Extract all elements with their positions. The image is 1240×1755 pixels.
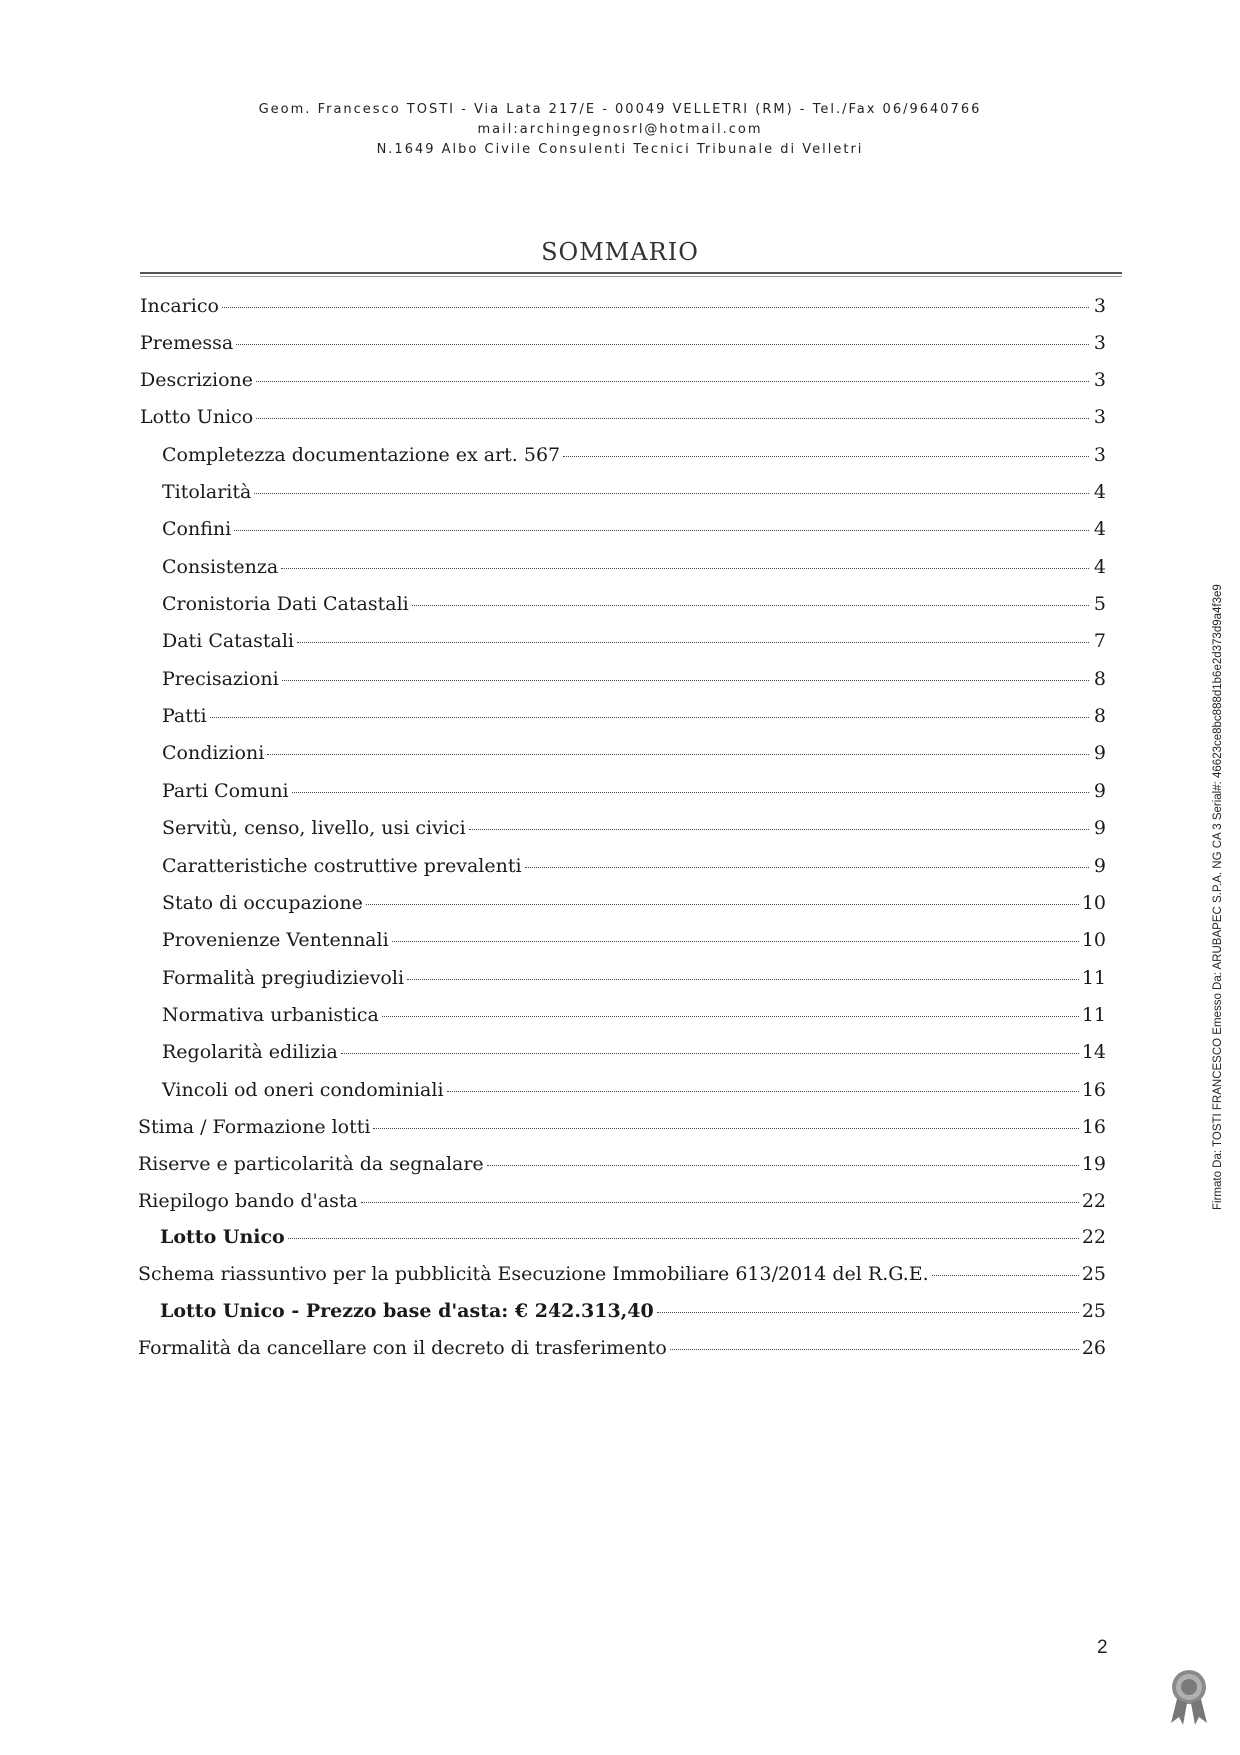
toc-entry[interactable] [162,668,1106,698]
toc-entry-label: Servitù, censo, livello, usi civici [162,817,466,839]
toc-entry[interactable] [162,780,1106,810]
toc-leader-dots [288,1238,1079,1239]
page-number: 2 [1097,1637,1108,1658]
toc-entry-page: 22 [1081,1226,1106,1248]
toc-entry[interactable] [162,855,1106,885]
toc-leader-dots [407,979,1079,980]
toc-entry-label: Vincoli od oneri condominiali [162,1079,444,1101]
toc-leader-dots [525,867,1089,868]
toc-entry-page: 5 [1093,593,1106,615]
toc-leader-dots [256,381,1089,382]
toc-entry-label: Incarico [140,295,219,317]
toc-entry-label: Stima / Formazione lotti [138,1116,371,1138]
toc-entry[interactable] [162,1079,1106,1109]
toc-entry-label: Precisazioni [162,668,279,690]
toc-entry[interactable] [162,518,1106,548]
toc-entry-label: Regolarità edilizia [162,1041,338,1063]
letterhead-registration: N.1649 Albo Civile Consulenti Tecnici Tribunale di Velletri [376,142,864,157]
toc-leader-dots [236,344,1089,345]
toc-entry-page: 22 [1081,1190,1106,1212]
toc-entry-label: Dati Catastali [162,630,295,652]
toc-entry[interactable] [140,332,1106,362]
toc-entry-label: Formalità pregiudizievoli [162,967,405,989]
toc-entry[interactable] [138,1190,1106,1220]
page-title: SOMMARIO [541,238,699,266]
toc-leader-dots [254,493,1089,494]
toc-entry[interactable] [162,742,1106,772]
toc-leader-dots [210,717,1089,718]
toc-entry[interactable] [140,369,1106,399]
toc-entry[interactable] [162,1041,1106,1071]
toc-leader-dots [292,792,1089,793]
toc-entry-page: 3 [1093,444,1106,466]
toc-leader-dots [373,1128,1078,1129]
toc-entry-label: Schema riassuntivo per la pubblicità Esecuzione Immobiliare 613/2014 del R.G.E. [138,1263,929,1285]
toc-entry-page: 3 [1093,295,1106,317]
toc-entry[interactable] [162,705,1106,735]
toc-entry-page: 3 [1093,406,1106,428]
toc-entry-label: Lotto Unico [140,406,254,428]
toc-entry-page: 11 [1081,1004,1106,1026]
toc-entry-label: Formalità da cancellare con il decreto di trasferimento [138,1337,667,1359]
toc-entry-label: Riepilogo bando d'asta [138,1190,358,1212]
toc-leader-dots [670,1349,1079,1350]
toc-entry-page: 11 [1081,967,1106,989]
toc-entry-label: Descrizione [140,369,254,391]
toc-entry-page: 7 [1093,630,1106,652]
toc-leader-dots [366,904,1079,905]
title-divider [140,272,1122,274]
toc-entry[interactable] [162,481,1106,511]
toc-leader-dots [487,1165,1079,1166]
toc-leader-dots [222,307,1089,308]
toc-entry[interactable] [162,630,1106,660]
toc-entry-page: 9 [1093,742,1106,764]
toc-leader-dots [256,418,1089,419]
toc-entry-label: Patti [162,705,207,727]
toc-entry-label: Caratteristiche costruttive prevalenti [162,855,522,877]
letterhead-address: Geom. Francesco TOSTI - Via Lata 217/E - 00049 VELLETRI (RM) - Tel./Fax 06/9640766 [258,102,982,117]
toc-entry-label: Premessa [140,332,234,354]
toc-leader-dots [361,1202,1079,1203]
toc-leader-dots [469,829,1089,830]
toc-leader-dots [267,754,1089,755]
toc-entry-page: 3 [1093,369,1106,391]
letterhead-email: mail:archingegnosrl@hotmail.com [477,122,763,137]
toc-entry-label: Lotto Unico - Prezzo base d'asta: € 242.313,40 [160,1300,654,1322]
letterhead [0,100,1240,160]
toc-entry[interactable] [138,1116,1106,1146]
toc-entry[interactable] [140,406,1106,436]
toc-entry-label: Normativa urbanistica [162,1004,379,1026]
title-divider-thin [140,276,1122,277]
toc-entry-page: 3 [1093,332,1106,354]
toc-leader-dots [382,1016,1079,1017]
toc-entry[interactable] [162,1004,1106,1034]
toc-entry-label: Lotto Unico [160,1226,285,1248]
toc-entry-label: Provenienze Ventennali [162,929,389,951]
toc-entry[interactable] [162,556,1106,586]
digital-signature-text: Firmato Da: TOSTI FRANCESCO Emesso Da: ARUBAPEC S.P.A. NG CA 3 Serial#: 46623ce8bc888d1b6e2d373d9a4f3e9 [1212,584,1224,1210]
toc-entry[interactable] [162,817,1106,847]
toc-leader-dots [234,530,1089,531]
toc-entry[interactable] [140,295,1106,325]
toc-entry-page: 4 [1093,481,1106,503]
toc-entry-label: Condizioni [162,742,265,764]
toc-entry-page: 4 [1093,518,1106,540]
toc-entry[interactable] [138,1337,1106,1367]
toc-leader-dots [657,1312,1079,1313]
toc-entry-page: 9 [1093,780,1106,802]
toc-leader-dots [297,642,1089,643]
toc-entry-page: 4 [1093,556,1106,578]
toc-leader-dots [392,941,1079,942]
toc-entry-page: 14 [1081,1041,1106,1063]
toc-entry-label: Stato di occupazione [162,892,363,914]
toc-entry-page: 10 [1081,892,1106,914]
toc-entry[interactable] [160,1300,1106,1330]
toc-entry[interactable] [162,892,1106,922]
toc-entry-label: Completezza documentazione ex art. 567 [162,444,561,466]
toc-entry-page: 26 [1081,1337,1106,1359]
toc-leader-dots [282,680,1089,681]
toc-entry-page: 9 [1093,855,1106,877]
toc-entry-label: Riserve e particolarità da segnalare [138,1153,484,1175]
toc-entry-page: 19 [1081,1153,1106,1175]
toc-entry[interactable] [162,593,1106,623]
toc-entry-page: 16 [1081,1079,1106,1101]
toc-entry-page: 25 [1081,1300,1106,1322]
toc-leader-dots [932,1275,1079,1276]
toc-entry[interactable] [138,1153,1106,1183]
toc-entry-page: 9 [1093,817,1106,839]
toc-entry-page: 16 [1081,1116,1106,1138]
toc-entry[interactable] [162,929,1106,959]
toc-entry-page: 8 [1093,668,1106,690]
toc-leader-dots [281,568,1089,569]
toc-entry-page: 25 [1081,1263,1106,1285]
toc-entry-label: Consistenza [162,556,279,578]
toc-entry-page: 8 [1093,705,1106,727]
toc-entry-label: Parti Comuni [162,780,289,802]
toc-entry-label: Cronistoria Dati Catastali [162,593,409,615]
toc-entry[interactable] [162,444,1106,474]
toc-entry[interactable] [138,1263,1106,1293]
toc-entry[interactable] [162,967,1106,997]
toc-entry-page: 10 [1081,929,1106,951]
toc-entry-label: Confini [162,518,232,540]
toc-leader-dots [341,1053,1079,1054]
toc-leader-dots [563,456,1089,457]
toc-leader-dots [412,605,1089,606]
toc-leader-dots [447,1091,1079,1092]
signature-seal-icon [1165,1665,1213,1727]
toc-entry[interactable] [160,1226,1106,1256]
toc-entry-label: Titolarità [162,481,252,503]
